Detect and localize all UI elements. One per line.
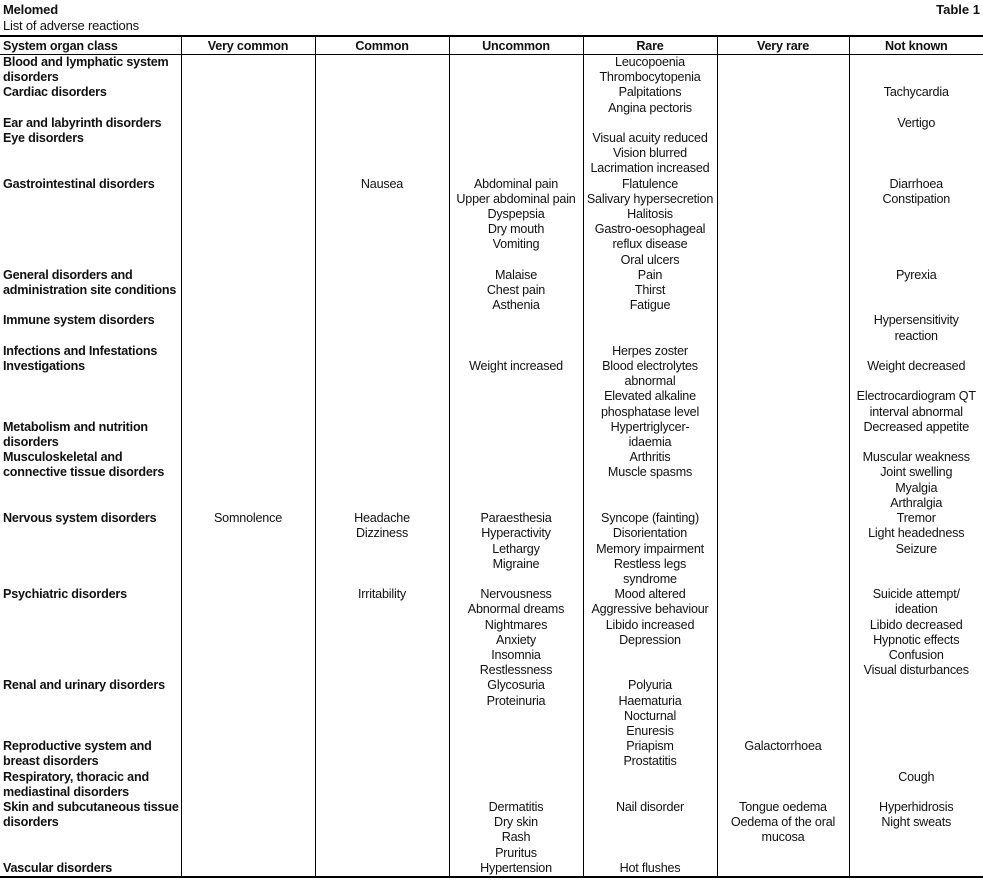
reaction-term: Libido increased bbox=[605, 617, 695, 632]
reaction-term: Angina pectoris bbox=[608, 100, 692, 115]
reaction-term: Light headedness bbox=[868, 526, 965, 541]
reaction-term: Halitosis bbox=[627, 207, 673, 222]
uncommon-cell bbox=[449, 55, 583, 86]
very-rare-cell bbox=[717, 131, 849, 177]
reaction-term: Hot flushes bbox=[619, 860, 681, 875]
reaction-term: Dyspepsia bbox=[487, 207, 545, 222]
reaction-term: Memory impairment bbox=[596, 541, 704, 556]
rare-cell bbox=[583, 450, 717, 511]
system-organ-class-label: disorders bbox=[3, 815, 59, 830]
reaction-term: phosphatase level bbox=[600, 404, 700, 419]
table-row bbox=[0, 268, 983, 314]
not-known-cell bbox=[849, 313, 983, 343]
column-header-rare: Rare bbox=[583, 36, 717, 55]
system-organ-class-label: Eye disorders bbox=[3, 131, 84, 146]
very-common-cell bbox=[181, 511, 315, 587]
system-organ-class-cell bbox=[0, 131, 181, 177]
common-cell bbox=[315, 770, 449, 800]
system-organ-class-cell bbox=[0, 450, 181, 511]
reaction-term: Nausea bbox=[360, 176, 404, 191]
very-rare-cell bbox=[717, 313, 849, 343]
system-organ-class-cell bbox=[0, 861, 181, 877]
column-header-common: Common bbox=[315, 36, 449, 55]
adverse-reactions-table bbox=[0, 35, 983, 878]
uncommon-cell bbox=[449, 511, 583, 587]
reaction-term: Malaise bbox=[495, 267, 537, 282]
reaction-term: Confusion bbox=[888, 647, 944, 662]
reaction-term: Gastro-oesophageal bbox=[594, 222, 706, 237]
system-organ-class-label: Nervous system disorders bbox=[3, 511, 157, 526]
reaction-term: Chest pain bbox=[486, 283, 546, 298]
reaction-term: Thrombocytopenia bbox=[599, 70, 701, 85]
table-row bbox=[0, 450, 983, 511]
reaction-term: Decreased appetite bbox=[863, 419, 970, 434]
reaction-term: Galactorrhoea bbox=[744, 739, 822, 754]
reaction-term: Restlessness bbox=[479, 663, 553, 678]
reaction-term: Visual acuity reduced bbox=[592, 131, 708, 146]
reaction-term: Dizziness bbox=[355, 526, 409, 541]
very-rare-cell bbox=[717, 450, 849, 511]
uncommon-cell bbox=[449, 344, 583, 359]
table-body bbox=[0, 55, 983, 877]
very-rare-cell bbox=[717, 177, 849, 268]
uncommon-cell bbox=[449, 770, 583, 800]
system-organ-class-label: Investigations bbox=[3, 359, 85, 374]
reaction-term: idaemia bbox=[628, 435, 672, 450]
common-cell bbox=[315, 344, 449, 359]
table-row bbox=[0, 55, 983, 86]
reaction-term: Hyperactivity bbox=[481, 526, 551, 541]
reaction-term: Somnolence bbox=[213, 511, 282, 526]
system-organ-class-label: Immune system disorders bbox=[3, 313, 155, 328]
rare-cell bbox=[583, 131, 717, 177]
reaction-term: Vertigo bbox=[897, 115, 936, 130]
system-organ-class-cell bbox=[0, 268, 181, 314]
reaction-term: Hypertension bbox=[480, 860, 552, 875]
reaction-term: Rash bbox=[501, 830, 531, 845]
very-rare-cell bbox=[717, 678, 849, 739]
reaction-term: Aggressive behaviour bbox=[591, 602, 709, 617]
reaction-term: Salivary hypersecretion bbox=[586, 191, 714, 206]
system-organ-class-cell bbox=[0, 359, 181, 420]
system-organ-class-cell bbox=[0, 800, 181, 861]
system-organ-class-label: mediastinal disorders bbox=[3, 784, 129, 799]
reaction-term: abnormal bbox=[624, 374, 676, 389]
system-organ-class-label: disorders bbox=[3, 435, 59, 450]
not-known-cell bbox=[849, 131, 983, 177]
table-subtitle: List of adverse reactions bbox=[3, 18, 139, 33]
reaction-term: Muscular weakness bbox=[862, 450, 970, 465]
reaction-term: Hypertriglycer- bbox=[610, 419, 690, 434]
reaction-term: Oral ulcers bbox=[620, 252, 680, 267]
reaction-term: syndrome bbox=[623, 571, 677, 586]
column-header-uncommon: Uncommon bbox=[449, 36, 583, 55]
not-known-cell bbox=[849, 450, 983, 511]
brand-title: Melomed bbox=[3, 2, 58, 17]
reaction-term: Disorientation bbox=[612, 526, 688, 541]
very-rare-cell bbox=[717, 85, 849, 115]
column-header-system-organ-class: System organ class bbox=[0, 36, 181, 55]
uncommon-cell bbox=[449, 313, 583, 343]
reaction-term: Tongue oedema bbox=[739, 799, 827, 814]
very-common-cell bbox=[181, 131, 315, 177]
reaction-term: Abnormal dreams bbox=[467, 602, 565, 617]
rare-cell bbox=[583, 313, 717, 343]
reaction-term: Nightmares bbox=[484, 617, 548, 632]
reaction-term: ideation bbox=[894, 602, 938, 617]
table-row bbox=[0, 739, 983, 769]
reaction-term: Abdominal pain bbox=[473, 176, 559, 191]
uncommon-cell bbox=[449, 587, 583, 678]
not-known-cell bbox=[849, 800, 983, 861]
uncommon-cell bbox=[449, 268, 583, 314]
common-cell bbox=[315, 800, 449, 861]
reaction-term: Dermatitis bbox=[488, 799, 544, 814]
common-cell bbox=[315, 420, 449, 450]
reaction-term: Prostatitis bbox=[623, 754, 677, 769]
very-common-cell bbox=[181, 861, 315, 877]
rare-cell bbox=[583, 678, 717, 739]
system-organ-class-label: Cardiac disorders bbox=[3, 85, 107, 100]
very-rare-cell bbox=[717, 55, 849, 86]
reaction-term: Insomnia bbox=[491, 647, 541, 662]
system-organ-class-cell bbox=[0, 770, 181, 800]
reaction-term: Irritability bbox=[358, 587, 406, 602]
system-organ-class-label: Respiratory, thoracic and bbox=[3, 769, 149, 784]
column-header-very-rare: Very rare bbox=[717, 36, 849, 55]
reaction-term: Paraesthesia bbox=[480, 511, 552, 526]
reaction-term: Vomiting bbox=[492, 237, 540, 252]
common-cell bbox=[315, 359, 449, 420]
reaction-term: Visual disturbances bbox=[863, 663, 969, 678]
common-cell bbox=[315, 511, 449, 587]
system-organ-class-label: breast disorders bbox=[3, 754, 99, 769]
reaction-term: Pyrexia bbox=[895, 267, 937, 282]
system-organ-class-label: Infections and Infestations bbox=[3, 343, 158, 358]
not-known-cell bbox=[849, 420, 983, 450]
reaction-term: Weight decreased bbox=[867, 359, 966, 374]
reaction-term: Fatigue bbox=[629, 298, 671, 313]
very-rare-cell bbox=[717, 268, 849, 314]
system-organ-class-label: Vascular disorders bbox=[3, 860, 113, 875]
very-common-cell bbox=[181, 678, 315, 739]
very-common-cell bbox=[181, 85, 315, 115]
system-organ-class-label: Psychiatric disorders bbox=[3, 587, 127, 602]
reaction-term: Upper abdominal pain bbox=[456, 191, 576, 206]
table-row bbox=[0, 511, 983, 587]
very-common-cell bbox=[181, 739, 315, 769]
common-cell bbox=[315, 450, 449, 511]
not-known-cell bbox=[849, 678, 983, 739]
very-common-cell bbox=[181, 450, 315, 511]
rare-cell bbox=[583, 739, 717, 769]
common-cell bbox=[315, 131, 449, 177]
reaction-term: Vision blurred bbox=[613, 146, 687, 161]
system-organ-class-cell bbox=[0, 739, 181, 769]
system-organ-class-label: Blood and lymphatic system bbox=[3, 55, 169, 69]
rare-cell bbox=[583, 511, 717, 587]
reaction-term: Nocturnal bbox=[623, 708, 677, 723]
column-header-very-common: Very common bbox=[181, 36, 315, 55]
system-organ-class-cell bbox=[0, 420, 181, 450]
table-row bbox=[0, 131, 983, 177]
common-cell bbox=[315, 861, 449, 877]
table-row bbox=[0, 678, 983, 739]
reaction-term: Asthenia bbox=[492, 298, 540, 313]
very-rare-cell bbox=[717, 420, 849, 450]
uncommon-cell bbox=[449, 800, 583, 861]
reaction-term: Suicide attempt/ bbox=[872, 587, 960, 602]
uncommon-cell bbox=[449, 131, 583, 177]
common-cell bbox=[315, 55, 449, 86]
very-common-cell bbox=[181, 177, 315, 268]
common-cell bbox=[315, 587, 449, 678]
reaction-term: reflux disease bbox=[612, 237, 688, 252]
reaction-term: Haematuria bbox=[618, 693, 682, 708]
very-rare-cell bbox=[717, 861, 849, 877]
reaction-term: Dry skin bbox=[494, 815, 538, 830]
table-header-row bbox=[0, 36, 983, 55]
uncommon-cell bbox=[449, 450, 583, 511]
very-rare-cell bbox=[717, 344, 849, 359]
reaction-term: Herpes zoster bbox=[612, 343, 688, 358]
system-organ-class-cell bbox=[0, 313, 181, 343]
reaction-term: Flatulence bbox=[621, 176, 679, 191]
system-organ-class-label: Musculoskeletal and bbox=[3, 450, 123, 465]
reaction-term: Nail disorder bbox=[615, 799, 685, 814]
table-row bbox=[0, 116, 983, 131]
very-common-cell bbox=[181, 268, 315, 314]
system-organ-class-label: Reproductive system and bbox=[3, 739, 152, 754]
not-known-cell bbox=[849, 587, 983, 678]
very-common-cell bbox=[181, 116, 315, 131]
very-common-cell bbox=[181, 55, 315, 86]
reaction-term: Anxiety bbox=[496, 632, 536, 647]
reaction-term: Elevated alkaline bbox=[604, 389, 696, 404]
rare-cell bbox=[583, 861, 717, 877]
column-header-not-known: Not known bbox=[849, 36, 983, 55]
common-cell bbox=[315, 116, 449, 131]
system-organ-class-cell bbox=[0, 344, 181, 359]
system-organ-class-cell bbox=[0, 55, 181, 86]
rare-cell bbox=[583, 770, 717, 800]
reaction-term: Libido decreased bbox=[869, 617, 963, 632]
system-organ-class-label: Gastrointestinal disorders bbox=[3, 176, 155, 191]
not-known-cell bbox=[849, 116, 983, 131]
not-known-cell bbox=[849, 359, 983, 420]
common-cell bbox=[315, 85, 449, 115]
reaction-term: Leucopoenia bbox=[615, 55, 685, 69]
rare-cell bbox=[583, 268, 717, 314]
very-rare-cell bbox=[717, 770, 849, 800]
reaction-term: interval abnormal bbox=[869, 404, 963, 419]
not-known-cell bbox=[849, 85, 983, 115]
not-known-cell bbox=[849, 861, 983, 877]
reaction-term: Pain bbox=[637, 267, 663, 282]
reaction-term: mucosa bbox=[761, 830, 805, 845]
rare-cell bbox=[583, 420, 717, 450]
reaction-term: Cough bbox=[898, 769, 935, 784]
reaction-term: Diarrhoea bbox=[889, 176, 943, 191]
reaction-term: Depression bbox=[619, 632, 681, 647]
reaction-term: Arthritis bbox=[629, 450, 671, 465]
reaction-term: Lacrimation increased bbox=[590, 161, 710, 176]
very-rare-cell bbox=[717, 359, 849, 420]
rare-cell bbox=[583, 55, 717, 86]
very-common-cell bbox=[181, 359, 315, 420]
very-rare-cell bbox=[717, 587, 849, 678]
reaction-term: Myalgia bbox=[895, 480, 938, 495]
common-cell bbox=[315, 739, 449, 769]
common-cell bbox=[315, 678, 449, 739]
system-organ-class-cell bbox=[0, 511, 181, 587]
reaction-term: Blood electrolytes bbox=[602, 359, 698, 374]
uncommon-cell bbox=[449, 420, 583, 450]
very-common-cell bbox=[181, 770, 315, 800]
reaction-term: Dry mouth bbox=[487, 222, 545, 237]
reaction-term: Tachycardia bbox=[883, 85, 949, 100]
reaction-term: Glycosuria bbox=[487, 678, 545, 693]
not-known-cell bbox=[849, 511, 983, 587]
table-row bbox=[0, 313, 983, 343]
table-row bbox=[0, 587, 983, 678]
reaction-term: Headache bbox=[354, 511, 410, 526]
reaction-term bbox=[852, 374, 982, 389]
system-organ-class-label: administration site conditions bbox=[3, 283, 177, 298]
reaction-term: Joint swelling bbox=[880, 465, 953, 480]
reaction-term: Migraine bbox=[492, 556, 540, 571]
not-known-cell bbox=[849, 268, 983, 314]
system-organ-class-cell bbox=[0, 177, 181, 268]
not-known-cell bbox=[849, 770, 983, 800]
system-organ-class-label: Metabolism and nutrition bbox=[3, 419, 148, 434]
table-row bbox=[0, 177, 983, 268]
reaction-term: reaction bbox=[894, 328, 938, 343]
system-organ-class-cell bbox=[0, 587, 181, 678]
rare-cell bbox=[583, 344, 717, 359]
very-common-cell bbox=[181, 344, 315, 359]
not-known-cell bbox=[849, 55, 983, 86]
rare-cell bbox=[583, 587, 717, 678]
rare-cell bbox=[583, 800, 717, 861]
reaction-term: Oedema of the oral bbox=[730, 815, 836, 830]
reaction-term: Polyuria bbox=[628, 678, 672, 693]
reaction-term: Night sweats bbox=[881, 815, 952, 830]
system-organ-class-label: connective tissue disorders bbox=[3, 465, 165, 480]
table-row bbox=[0, 85, 983, 115]
common-cell bbox=[315, 268, 449, 314]
very-rare-cell bbox=[717, 800, 849, 861]
system-organ-class-label: Renal and urinary disorders bbox=[3, 678, 165, 693]
uncommon-cell bbox=[449, 116, 583, 131]
not-known-cell bbox=[849, 177, 983, 268]
reaction-term: Syncope (fainting) bbox=[601, 511, 699, 526]
very-rare-cell bbox=[717, 739, 849, 769]
table-row bbox=[0, 359, 983, 420]
reaction-term: Arthralgia bbox=[890, 495, 943, 510]
reaction-term: Enuresis bbox=[626, 723, 674, 738]
reaction-term: Constipation bbox=[882, 191, 951, 206]
very-common-cell bbox=[181, 420, 315, 450]
not-known-cell bbox=[849, 739, 983, 769]
very-common-cell bbox=[181, 587, 315, 678]
table-number: Table 1 bbox=[936, 2, 980, 17]
uncommon-cell bbox=[449, 359, 583, 420]
table-row bbox=[0, 344, 983, 359]
very-rare-cell bbox=[717, 116, 849, 131]
reaction-term: Muscle spasms bbox=[607, 465, 693, 480]
reaction-term: Palpitations bbox=[618, 85, 682, 100]
reaction-term: Tremor bbox=[896, 511, 936, 526]
reaction-term: Proteinuria bbox=[486, 693, 546, 708]
common-cell bbox=[315, 177, 449, 268]
reaction-term: Lethargy bbox=[492, 541, 540, 556]
reaction-term: Seizure bbox=[895, 541, 937, 556]
uncommon-cell bbox=[449, 861, 583, 877]
very-common-cell bbox=[181, 313, 315, 343]
uncommon-cell bbox=[449, 177, 583, 268]
uncommon-cell bbox=[449, 85, 583, 115]
system-organ-class-label: Ear and labyrinth disorders bbox=[3, 115, 162, 130]
table-row bbox=[0, 420, 983, 450]
very-rare-cell bbox=[717, 511, 849, 587]
reaction-term: Hypersensitivity bbox=[873, 313, 959, 328]
reaction-term: Restless legs bbox=[613, 556, 687, 571]
reaction-term: Electrocardiogram QT bbox=[856, 389, 976, 404]
system-organ-class-label: disorders bbox=[3, 70, 59, 85]
system-organ-class-cell bbox=[0, 85, 181, 115]
uncommon-cell bbox=[449, 678, 583, 739]
reaction-term: Weight increased bbox=[469, 359, 563, 374]
rare-cell bbox=[583, 85, 717, 115]
reaction-term: Hypnotic effects bbox=[873, 632, 960, 647]
not-known-cell bbox=[849, 344, 983, 359]
document-header bbox=[3, 2, 980, 34]
rare-cell bbox=[583, 177, 717, 268]
reaction-term: Nervousness bbox=[480, 587, 552, 602]
system-organ-class-cell bbox=[0, 678, 181, 739]
table-row bbox=[0, 770, 983, 800]
uncommon-cell bbox=[449, 739, 583, 769]
table-row bbox=[0, 861, 983, 877]
common-cell bbox=[315, 313, 449, 343]
reaction-term: Pruritus bbox=[495, 845, 537, 860]
table-row bbox=[0, 800, 983, 861]
system-organ-class-label: Skin and subcutaneous tissue bbox=[3, 799, 179, 814]
reaction-term: Priapism bbox=[626, 739, 674, 754]
reaction-term: Hyperhidrosis bbox=[879, 799, 954, 814]
system-organ-class-label: General disorders and bbox=[3, 267, 133, 282]
system-organ-class-cell bbox=[0, 116, 181, 131]
rare-cell bbox=[583, 359, 717, 420]
rare-cell bbox=[583, 116, 717, 131]
reaction-term: Thirst bbox=[634, 283, 666, 298]
very-common-cell bbox=[181, 800, 315, 861]
reaction-term: Mood altered bbox=[614, 587, 686, 602]
